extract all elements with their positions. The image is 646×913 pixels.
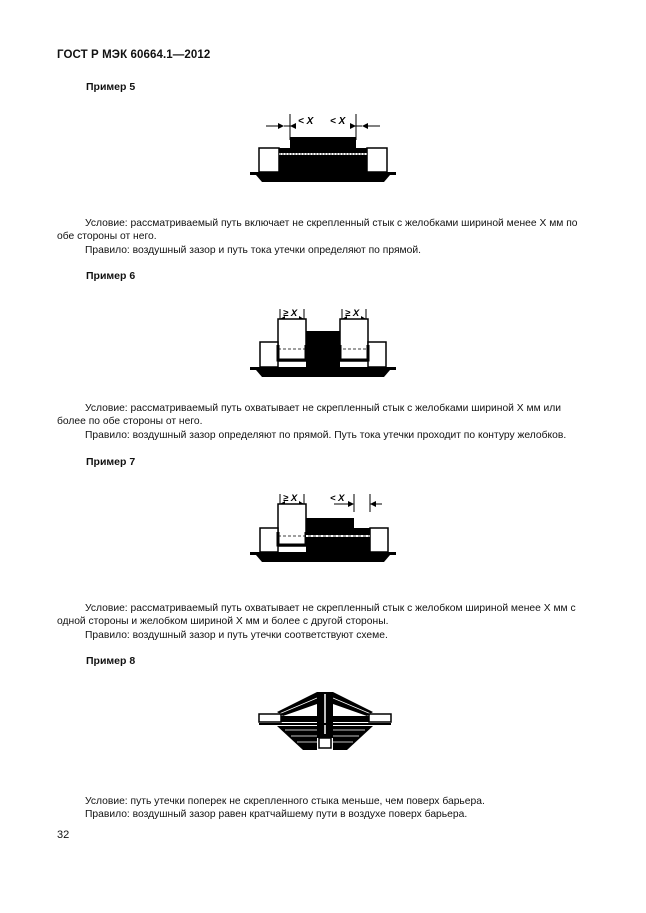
example-5-condition-cont: обе стороны от него. [57, 231, 157, 243]
example-8-figure [255, 688, 395, 754]
example-6-label-left: ≥ X [283, 308, 298, 319]
document-header: ГОСТ Р МЭК 60664.1—2012 [57, 49, 211, 61]
example-8-condition: Условие: путь утечки поперек не скрепленного стыка меньше, чем поверх барьера. [85, 796, 485, 807]
example-6-label-right: ≥ X [345, 308, 360, 319]
example-7-condition-cont: одной стороны и желобком шириной X мм и более с другой стороны. [57, 616, 389, 628]
example-5-label-left: < X [298, 116, 314, 127]
example-7-rule: Правило: воздушный зазор и путь утечки соответствуют схеме. [85, 629, 388, 641]
example-7-figure [250, 490, 396, 566]
page-number: 32 [57, 829, 70, 841]
example-7-label-right: < X [330, 493, 345, 504]
example-5-title: Пример 5 [86, 81, 136, 93]
example-5-label-right: < X [330, 116, 346, 127]
example-6-condition: Условие: рассматриваемый путь охватывает не скрепленный стык с желобками шириной X мм или [85, 403, 562, 414]
example-5-condition: Условие: рассматриваемый путь включает не скрепленный стык с желобками шириной менее X мм по [85, 218, 578, 229]
example-7-title: Пример 7 [86, 456, 136, 468]
example-6-title: Пример 6 [86, 270, 136, 282]
example-5-figure [248, 110, 398, 186]
example-6-condition-cont: более по обе стороны от него. [57, 416, 203, 428]
example-7-condition: Условие: рассматриваемый путь охватывает не скрепленный стык с желобком шириной менее X мм с [85, 603, 576, 614]
example-8-title: Пример 8 [86, 655, 136, 667]
example-6-figure [250, 305, 396, 381]
example-7-label-left: ≥ X [283, 493, 298, 504]
example-6-rule: Правило: воздушный зазор определяют по прямой. Путь тока утечки проходит по контуру желобков. [85, 429, 567, 441]
example-5-rule: Правило: воздушный зазор и путь тока утечки определяют по прямой. [85, 244, 421, 256]
example-8-rule: Правило: воздушный зазор равен кратчайшему пути в воздухе поверх барьера. [85, 809, 468, 821]
